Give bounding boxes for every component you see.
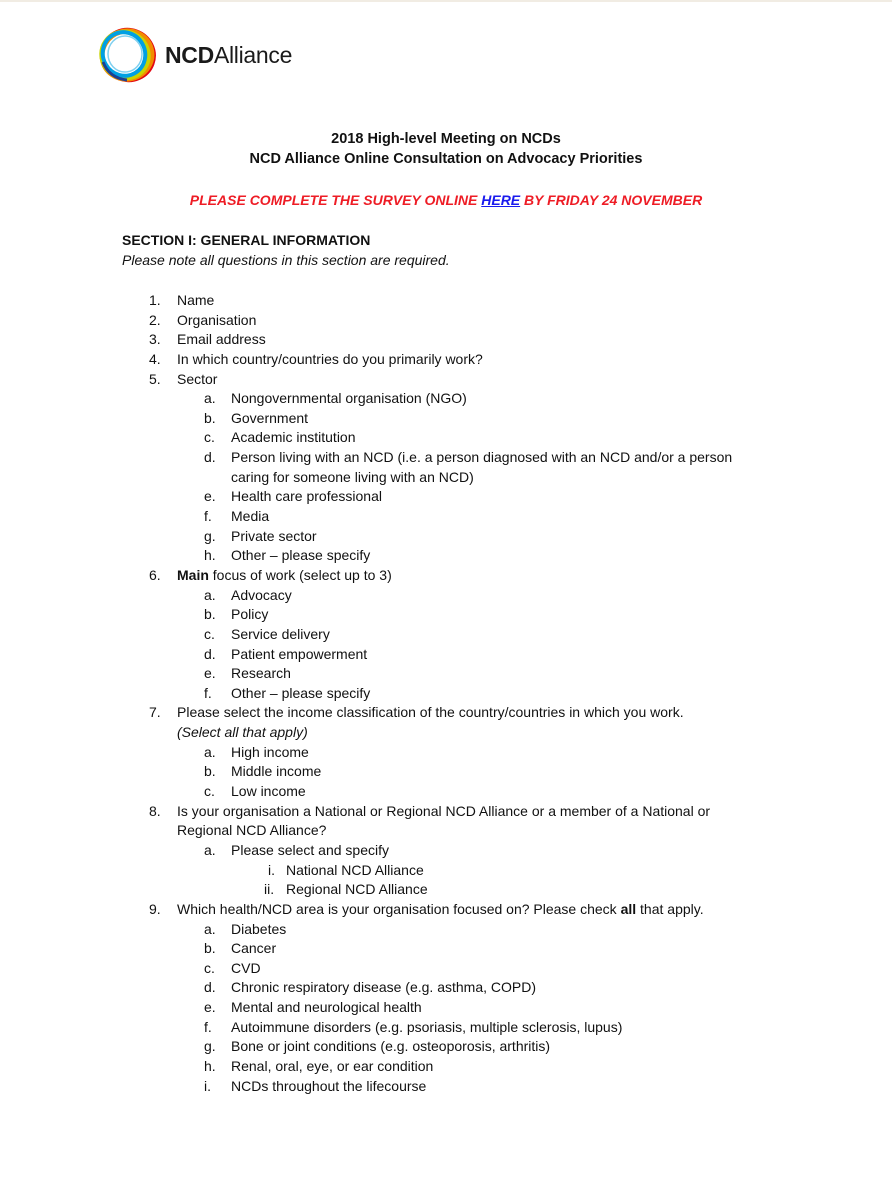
- option-item: c. Service delivery: [204, 625, 330, 642]
- option-item: e. Mental and neurological health: [204, 999, 422, 1016]
- question-item: 3. Email address: [149, 331, 266, 348]
- option-item: c. Academic institution: [204, 429, 356, 446]
- question-item-continuation: (Select all that apply): [177, 724, 308, 741]
- ncd-alliance-logo: [97, 26, 292, 84]
- ncd-alliance-ring-icon: [97, 26, 157, 84]
- option-item: e. Research: [204, 665, 291, 682]
- survey-online-link[interactable]: HERE: [481, 192, 521, 208]
- option-item: c. CVD: [204, 959, 261, 976]
- suboption-item: i. National NCD Alliance: [268, 861, 424, 878]
- question-item: 6. Main focus of work (select up to 3): [149, 566, 392, 583]
- option-item: f. Media: [204, 508, 270, 525]
- question-item: 7. Please select the income classification of the country/countries in which you work.: [149, 704, 684, 721]
- option-item: a. Nongovernmental organisation (NGO): [204, 390, 467, 407]
- option-item: b. Policy: [204, 606, 269, 623]
- option-item: a. Please select and specify: [204, 841, 389, 858]
- suboption-item: ii. Regional NCD Alliance: [264, 881, 428, 898]
- option-item: b. Government: [204, 409, 309, 426]
- question-item: 2. Organisation: [149, 311, 257, 328]
- question-item-continuation: Regional NCD Alliance?: [177, 822, 327, 839]
- option-item: g. Bone or joint conditions (e.g. osteoporosis, arthritis): [204, 1038, 551, 1055]
- option-item: i. NCDs throughout the lifecourse: [204, 1077, 427, 1094]
- question-item: 4. In which country/countries do you primarily work?: [149, 350, 483, 367]
- question-list: [0, 291, 892, 1096]
- option-item: a. Diabetes: [204, 920, 287, 937]
- logo-wordmark: NCDAlliance: [165, 41, 293, 68]
- document-title: 2018 High-level Meeting on NCDs: [331, 131, 561, 147]
- option-item: f. Other – please specify: [204, 684, 371, 701]
- document-subtitle: NCD Alliance Online Consultation on Advocacy Priorities: [249, 151, 643, 167]
- option-item: h. Renal, oral, eye, or ear condition: [204, 1057, 434, 1074]
- section-note: Please note all questions in this section are required.: [122, 252, 450, 268]
- page-top-border: [0, 0, 892, 2]
- question-item: 9. Which health/NCD area is your organisation focused on? Please check all that apply.: [149, 900, 704, 917]
- option-item: g. Private sector: [204, 527, 317, 544]
- option-item: f. Autoimmune disorders (e.g. psoriasis, multiple sclerosis, lupus): [204, 1018, 623, 1035]
- option-item: e. Health care professional: [204, 488, 382, 505]
- question-item: 5. Sector: [149, 370, 218, 387]
- option-item: b. Middle income: [204, 763, 322, 780]
- option-item: a. High income: [204, 743, 309, 760]
- option-item: b. Cancer: [204, 940, 277, 957]
- option-item-continuation: caring for someone living with an NCD): [231, 468, 474, 485]
- option-item: d. Chronic respiratory disease (e.g. asthma, COPD): [204, 979, 536, 996]
- option-item: d. Patient empowerment: [204, 645, 368, 662]
- question-item: 8. Is your organisation a National or Regional NCD Alliance or a member of a National or: [149, 802, 711, 819]
- deadline-notice: PLEASE COMPLETE THE SURVEY ONLINE HERE BY FRIDAY 24 NOVEMBER: [189, 192, 703, 208]
- option-item: c. Low income: [204, 783, 306, 800]
- question-item: 1. Name: [149, 292, 215, 308]
- option-item: d. Person living with an NCD (i.e. a person diagnosed with an NCD and/or a person: [204, 449, 733, 466]
- option-item: h. Other – please specify: [204, 547, 371, 564]
- option-item: a. Advocacy: [204, 586, 292, 603]
- section-heading: SECTION I: GENERAL INFORMATION: [122, 232, 371, 248]
